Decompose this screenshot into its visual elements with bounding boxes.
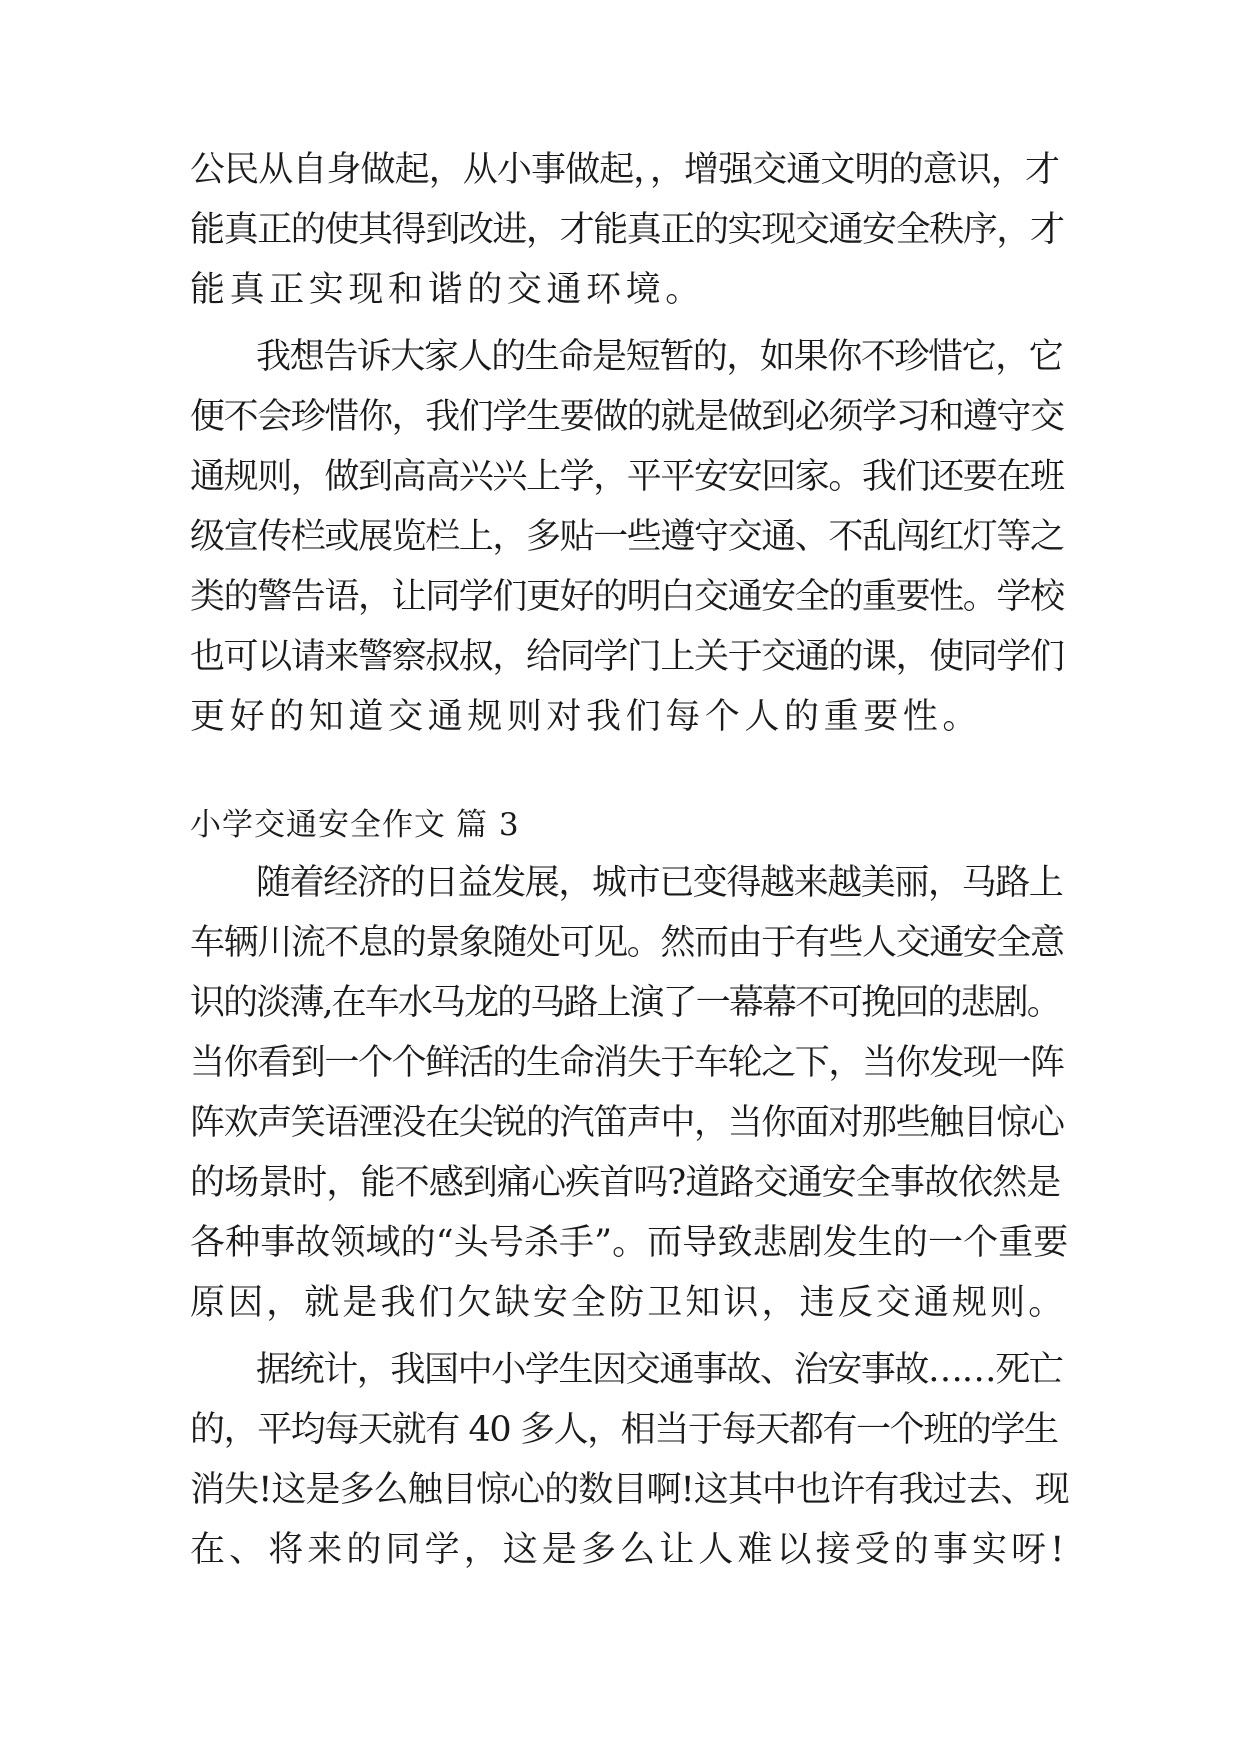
paragraph-3-line: 各种事故领域的“头号杀手”。而导致悲剧发生的一个重要 (190, 1223, 1069, 1263)
paragraph-2-line: 级宣传栏或展览栏上，多贴一些遵守交通、不乱闯红灯等之 (190, 517, 1064, 557)
section-heading-number: 篇 3 (456, 807, 520, 843)
paragraph-3-line: 当你看到一个个鲜活的生命消失于车轮之下，当你发现一阵 (190, 1043, 1064, 1083)
paragraph-4-line: 的，平均每天就有 40 多人，相当于每天都有一个班的学生 (190, 1410, 1058, 1450)
paragraph-2-line: 便不会珍惜你，我们学生要做的就是做到必须学习和遵守交 (190, 397, 1064, 437)
paragraph-2-line: 通规则，做到高高兴兴上学，平平安安回家。我们还要在班 (190, 457, 1064, 497)
paragraph-4-line: 消失!这是多么触目惊心的数目啊!这其中也许有我过去、现 (190, 1470, 1069, 1510)
paragraph-3-line: 原因，就是我们欠缺安全防卫知识，违反交通规则。 (190, 1283, 1067, 1323)
paragraph-1-line: 能真正实现和谐的交通环境。 (190, 270, 705, 310)
paragraph-3-line: 阵欢声笑语湮没在尖锐的汽笛声中，当你面对那些触目惊心 (190, 1103, 1064, 1143)
paragraph-2-line: 类的警告语，让同学们更好的明白交通安全的重要性。学校 (190, 577, 1064, 617)
paragraph-3-line: 的场景时，能不感到痛心疾首吗?道路交通安全事故依然是 (190, 1163, 1061, 1203)
paragraph-4-line: 据统计，我国中小学生因交通事故、治安事故……死亡 (256, 1350, 1063, 1390)
section-heading (190, 805, 520, 845)
paragraph-1-line: 公民从自身做起，从小事做起，，增强交通文明的意识，才 (190, 150, 1060, 190)
paragraph-3-line: 车辆川流不息的景象随处可见。然而由于有些人交通安全意 (190, 923, 1064, 963)
paragraph-2-line: 更好的知道交通规则对我们每个人的重要性。 (190, 697, 983, 737)
paragraph-3-line: 识的淡薄,在车水马龙的马路上演了一幕幕不可挽回的悲剧。 (190, 983, 1060, 1023)
paragraph-4-line: 在、将来的同学，这是多么让人难以接受的事实呀! (190, 1530, 1069, 1570)
paragraph-3-line: 随着经济的日益发展，城市已变得越来越美丽，马路上 (256, 863, 1063, 903)
paragraph-2-line: 我想告诉大家人的生命是短暂的，如果你不珍惜它，它 (256, 337, 1063, 377)
paragraph-1-line: 能真正的使其得到改进，才能真正的实现交通安全秩序，才 (190, 210, 1064, 250)
section-heading-title: 小学交通安全作文 (190, 807, 446, 843)
paragraph-2-line: 也可以请来警察叔叔，给同学门上关于交通的课，使同学们 (190, 637, 1064, 677)
